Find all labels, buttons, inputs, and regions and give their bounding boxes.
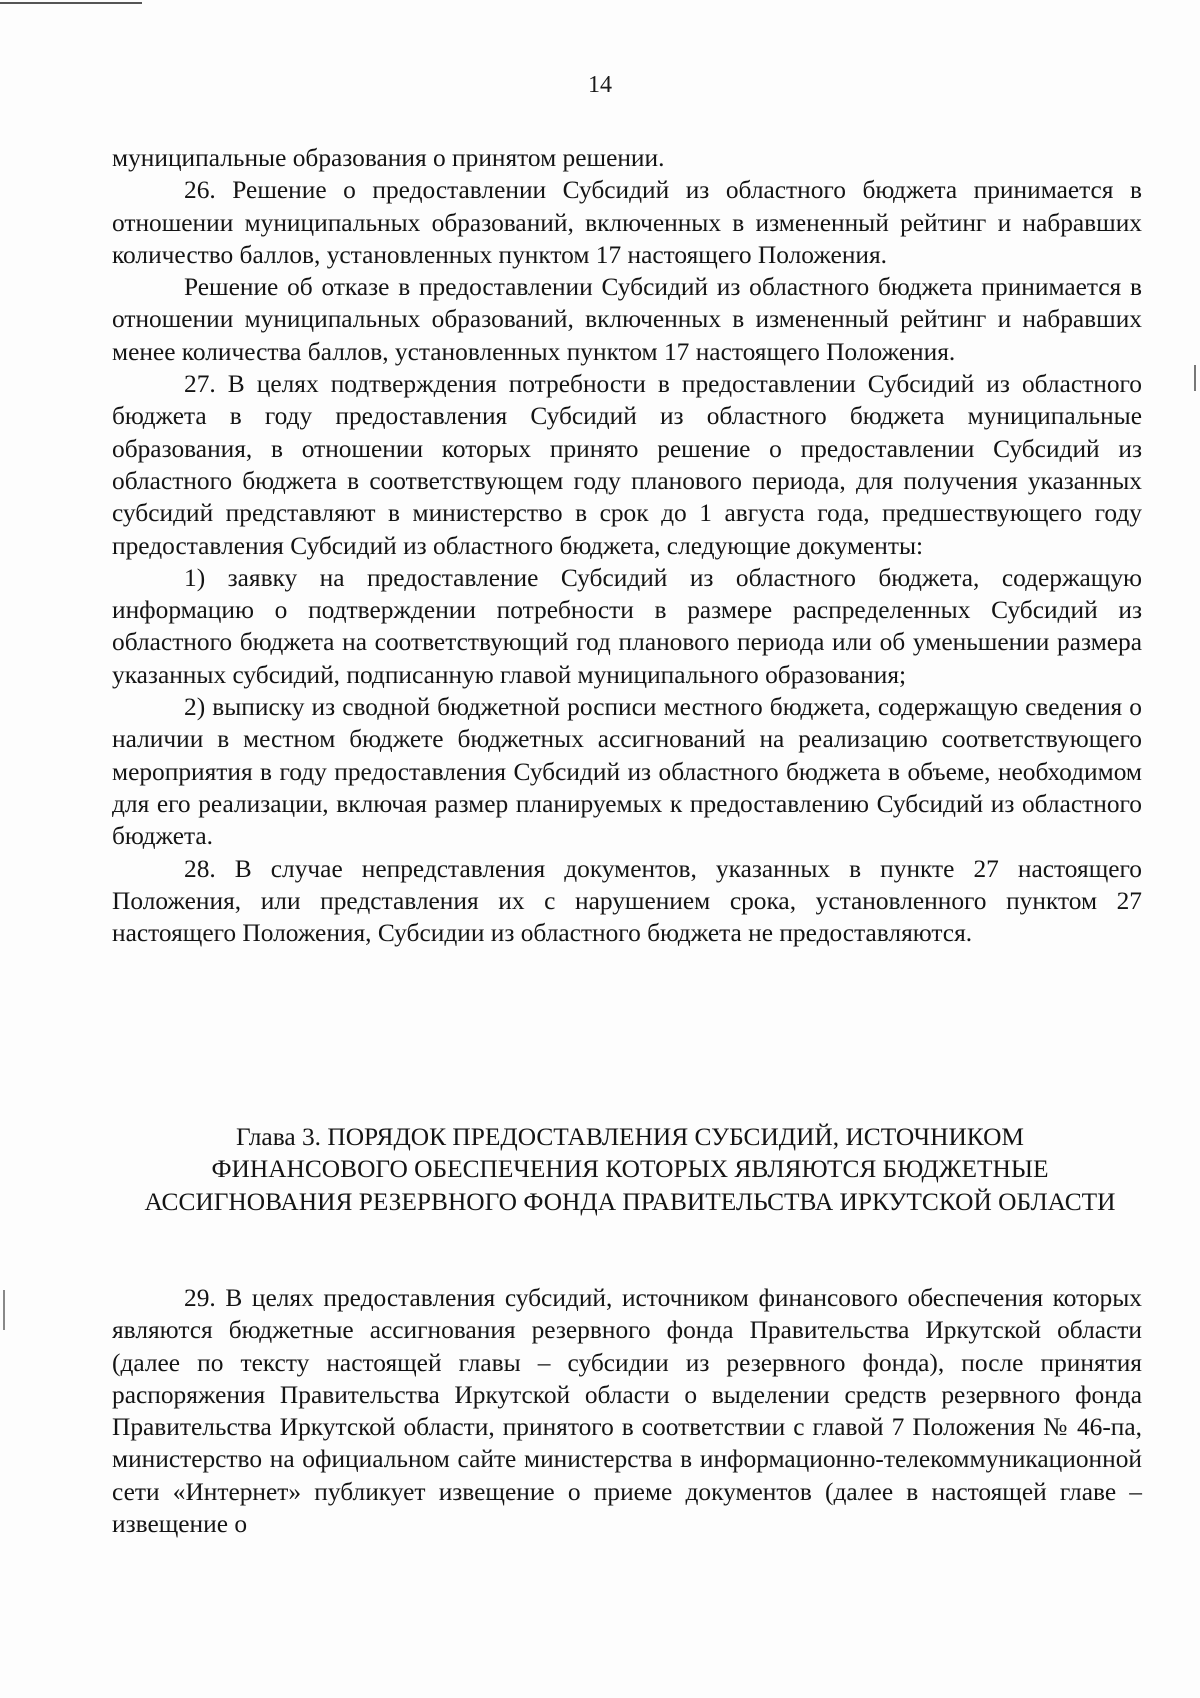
paragraph: 26. Решение о предоставлении Субсидий из областного бюджета принимается в отношении муниципальных образований, включенных в измененный рейтинг и набравших количество баллов, установленных пунктом 17 настоящего Положения. [112,176,1142,269]
scan-artifact-edge [1194,365,1196,391]
paragraph: 2) выписку из сводной бюджетной росписи местного бюджета, содержащую сведения о наличии в местном бюджете бюджетных ассигнований на реализацию соответствующего мероприятия в году предоставления Субсидий из областного бюджета в объеме, необходимом для его реализации, включая размер планируемых к предоставлению Субсидий из областного бюджета. [112,693,1142,851]
paragraph: 28. В случае непредставления документов, указанных в пункте 27 настоящего Положения, или представления их с нарушением срока, установленного пунктом 27 настоящего Положения, Субсидии из областного бюджета не предоставляются. [112,854,1142,948]
paragraph: 27. В целях подтверждения потребности в предоставлении Субсидий из областного бюджета в году предоставления Субсидий из областного бюджета муниципальные образования, в отношении которых принято решение о предоставлении Субсидий из областного бюджета в соответствующем году планового периода, для получения указанных субсидий представляют в министерство в срок до 1 августа года, предшествующего году предоставления Субсидий из областного бюджета, следующие документы: [112,370,1142,560]
page-number: 14 [588,72,612,98]
scan-artifact-line [0,2,142,4]
body-text-bottom [112,1282,1142,1540]
scan-artifact-edge [3,1290,5,1330]
chapter-heading: Глава 3. ПОРЯДОК ПРЕДОСТАВЛЕНИЯ СУБСИДИЙ, ИСТОЧНИКОМ ФИНАНСОВОГО ОБЕСПЕЧЕНИЯ КОТОРЫХ ЯВЛЯЮТСЯ БЮДЖЕТНЫЕ АССИГНОВАНИЯ РЕЗЕРВНОГО ФОНДА ПРАВИТЕЛЬСТВА ИРКУТСКОЙ ОБЛАСТИ [144,1123,1116,1216]
paragraph: муниципальные образования о принятом решении. [112,144,665,172]
paragraph: 1) заявку на предоставление Субсидий из областного бюджета, содержащую информацию о подтверждении потребности в размере распределенных Субсидий из областного бюджета на соответствующий год планового периода или об уменьшении размера указанных субсидий, подписанную главой муниципального образования; [112,563,1142,689]
paragraph: Решение об отказе в предоставлении Субсидий из областного бюджета принимается в отношении муниципальных образований, включенных в измененный рейтинг и набравших менее количества баллов, установленных пунктом 17 настоящего Положения. [112,273,1142,366]
body-text-top [112,142,1142,949]
paragraph: 29. В целях предоставления субсидий, источником финансового обеспечения которых являются бюджетные ассигнования резервного фонда Правительства Иркутской области (далее по тексту настоящей главы – субсидии из резервного фонда), после принятия распоряжения Правительства Иркутской области о выделении средств резервного фонда Правительства Иркутской области, принятого в соответствии с главой 7 Положения № 46-па, министерство на официальном сайте министерства в информационно-телекоммуникационной сети «Интернет» публикует извещение о приеме документов (далее в настоящей главе – извещение о [112,1284,1142,1539]
